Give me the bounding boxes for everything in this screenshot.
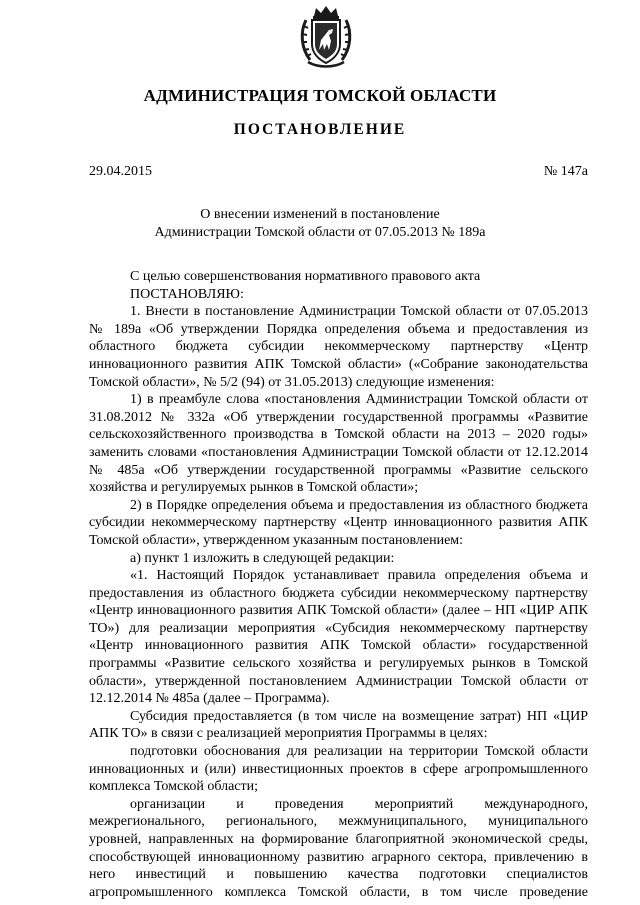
- body-paragraph: организации и проведения мероприятий международного, межрегионального, регионального, межмуниципального, муниципального уровней, направленных на формирование благоприятной экономической среды, способствующей инновационному развитию аграрного сектора, привлечению в него инвестиций и повышению качества подготовки специалистов агропромышленного комплекса Томской области, в том числе проведение: [89, 796, 588, 900]
- document-title: [0, 206, 640, 242]
- coat-of-arms-icon: [298, 4, 354, 70]
- body-paragraph: а) пункт 1 изложить в следующей редакции:: [130, 550, 395, 566]
- document-number: № 147а: [543, 164, 588, 179]
- body-paragraph: 1. Внести в постановление Администрации Томской области от 07.05.2013 № 189а «Об утверждении Порядка определения объема и предоставления из областного бюджета субсидии некоммерческому партнерству «Центр инновационного развития АПК Томской области» («Собрание законодательства Томской области», № 5/2 (94) от 31.05.2013) следующие изменения:: [89, 304, 588, 390]
- body-paragraph: 1) в преамбуле слова «постановления Администрации Томской области от 31.08.2012 № 332а «Об утверждении государственной программы «Развитие сельскохозяйственного производства в Томской области на 2013 – 2020 годы» заменить словами «постановления Администрации Томской области от 12.12.2014 № 485а «Об утверждении государственной программы «Развитие сельского хозяйства и регулируемых рынков в Томской области»;: [89, 392, 588, 496]
- document-type: ПОСТАНОВЛЕНИЕ: [233, 121, 407, 138]
- document-date: 29.04.2015: [89, 164, 152, 179]
- document-body: [89, 268, 588, 901]
- title-line-2: Администрации Томской области от 07.05.2013 № 189а: [154, 225, 486, 240]
- body-paragraph: 2) в Порядке определения объема и предоставления из областного бюджета субсидии некоммерческому партнерству «Центр инновационного развития АПК Томской области», утвержденном указанным постановлением:: [89, 497, 588, 548]
- body-paragraph: «1. Настоящий Порядок устанавливает правила определения объема и предоставления из областного бюджета субсидии некоммерческому партнерству «Центр инновационного развития АПК Томской области» (далее – НП «ЦИР АПК ТО») для реализации мероприятия «Субсидия некоммерческому партнерству «Центр инновационного развития АПК Томской области» государственной программы «Развитие сельского хозяйства и регулируемых рынков в Томской области», утвержденной постановлением Администрации Томской области от 12.12.2014 № 485а (далее – Программа).: [89, 568, 588, 707]
- body-paragraph: Субсидия предоставляется (в том числе на возмещение затрат) НП «ЦИР АПК ТО» в связи с реализацией мероприятия Программы в целях:: [89, 708, 588, 742]
- title-line-1: О внесении изменений в постановление: [200, 207, 440, 222]
- organization-name: АДМИНИСТРАЦИЯ ТОМСКОЙ ОБЛАСТИ: [143, 86, 497, 105]
- body-paragraph: С целью совершенствования нормативного правового акта: [130, 269, 481, 284]
- body-paragraph: ПОСТАНОВЛЯЮ:: [130, 286, 244, 302]
- body-paragraph: подготовки обоснования для реализации на территории Томской области инновационных и (или) инвестиционных проектов в сфере агропромышленного комплекса Томской области;: [89, 744, 588, 795]
